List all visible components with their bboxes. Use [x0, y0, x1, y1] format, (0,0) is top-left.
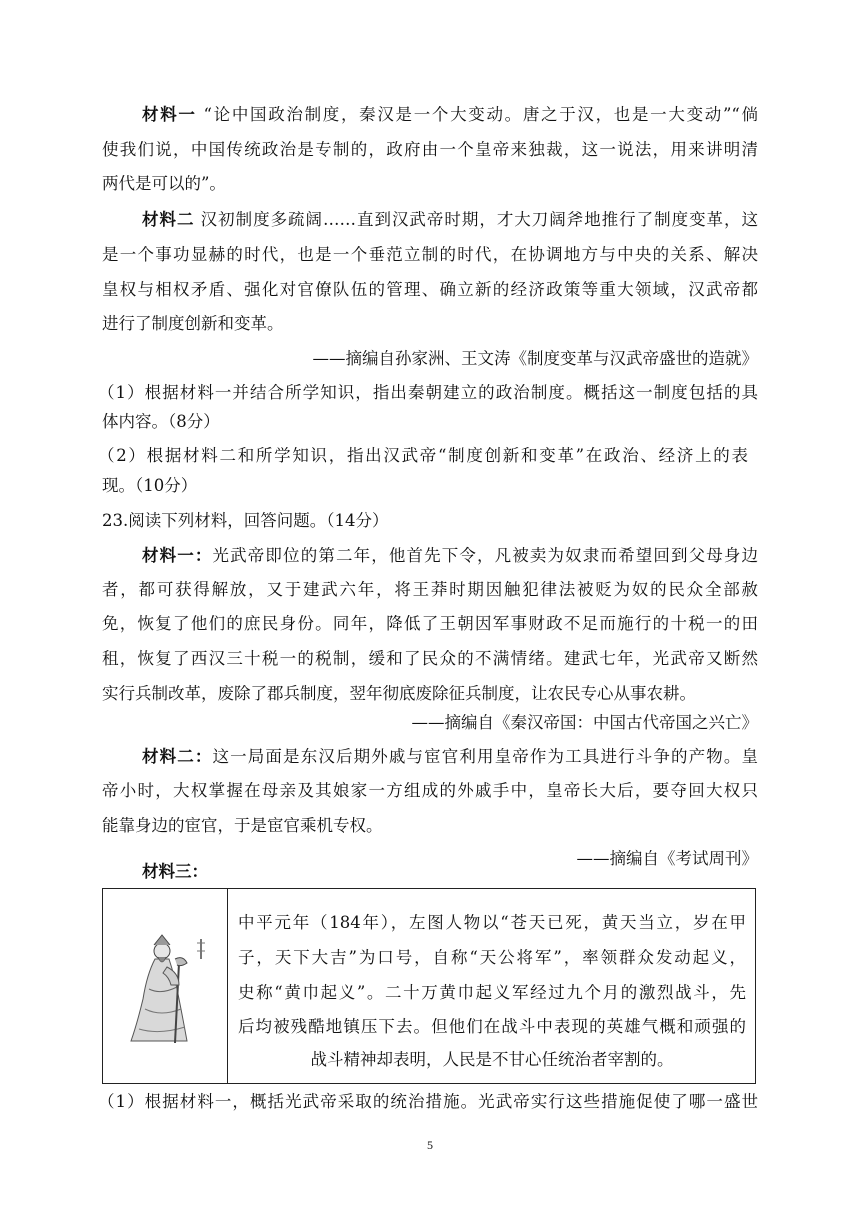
material-2-line-1: 材料二 汉初制度多疏阔……直到汉武帝时期，才大刀阔斧地推行了制度变革，这 [142, 210, 758, 229]
material-2-line-2: 是一个事功显赫的时代，也是一个垂范立制的时代，在协调地方与中央的关系、解决 [102, 245, 758, 264]
material-2-label: 材料二 [142, 210, 195, 229]
material-1-line-3: 两代是可以的”。 [102, 174, 226, 193]
material-1-line-1: 材料一 “论中国政治制度，秦汉是一个大变动。唐之于汉，也是一大变动”“倘 [142, 105, 758, 124]
question-22-1-line-1: （1）根据材料一并结合所学知识，指出秦朝建立的政治制度。概括这一制度包括的具 [98, 383, 758, 402]
question-22-2-line-1: （2）根据材料二和所学知识，指出汉武帝“制度创新和变革”在政治、经济上的表 [98, 446, 748, 465]
question-22-1-line-2: 体内容。（8分） [102, 412, 220, 431]
material-3-line-2: 子，天下大吉”为口号，自称“天公将军”，率领群众发动起义， [238, 948, 746, 967]
material-1-line-2: 使我们说，中国传统政治是专制的，政府由一个皇帝来独裁，这一说法，用来讲明清 [102, 140, 758, 159]
material-3-line-1: 中平元年（184年），左图人物以“苍天已死，黄天当立，岁在甲 [238, 913, 746, 932]
zhang-jiao-portrait-image [117, 929, 213, 1047]
q23-material-2-line-1: 材料二：这一局面是东汉后期外戚与宦官利用皇帝作为工具进行斗争的产物。皇 [142, 747, 758, 766]
q23-material-1-source: ——摘编自《秦汉帝国：中国古代帝国之兴亡》 [411, 713, 758, 732]
q23-material-1-line-4: 租，恢复了西汉三十税一的税制，缓和了民众的不满情绪。建武七年，光武帝又断然 [102, 649, 758, 668]
page-number: 5 [427, 1138, 433, 1152]
question-22-2-line-2: 现。（10分） [102, 476, 198, 495]
question-23-1: （1）根据材料一，概括光武帝采取的统治措施。光武帝实行这些措施促使了哪一盛世 [98, 1092, 758, 1111]
q23-material-2-source: ——摘编自《考试周刊》 [576, 849, 758, 868]
material-3-line-3: 史称“黄巾起义”。二十万黄巾起义军经过九个月的激烈战斗，先 [238, 983, 746, 1002]
q23-material-1-line-2: 者，都可获得解放，又于建武六年，将王莽时期因触犯律法被贬为奴的民众全部赦 [102, 580, 758, 599]
material-3-line-5: 战斗精神却表明，人民是不甘心任统治者宰割的。 [310, 1050, 674, 1069]
q23-material-3-label: 材料三： [142, 862, 208, 881]
q23-material-1-line-5: 实行兵制改革，废除了郡兵制度，翌年彻底废除征兵制度，让农民专心从事农耕。 [102, 684, 696, 703]
material-3-line-4: 后均被残酷地镇压下去。但他们在战斗中表现的英雄气概和顽强的 [238, 1017, 746, 1036]
q23-material-2-line-2: 帝小时，大权掌握在母亲及其娘家一方组成的外戚手中，皇帝长大后，要夺回大权只 [102, 781, 758, 800]
q23-material-1-label: 材料一： [142, 546, 213, 565]
material-2-source: ——摘编自孙家洲、王文涛《制度变革与汉武帝盛世的造就》 [312, 349, 758, 368]
material-1-label: 材料一 [142, 105, 197, 124]
material-3-table [102, 888, 756, 1084]
material-2-line-4: 进行了制度创新和变革。 [102, 314, 284, 333]
q23-material-2-line-3: 能靠身边的宦官，于是宦官乘机专权。 [102, 816, 383, 835]
q23-material-1-line-3: 免，恢复了他们的庶民身份。同年，降低了王朝因军事财政不足而施行的十税一的田 [102, 614, 758, 633]
question-23-title: 23.阅读下列材料，回答问题。（14分） [102, 511, 389, 530]
material-2-line-3: 皇权与相权矛盾、强化对官僚队伍的管理、确立新的经济政策等重大领域，汉武帝都 [102, 280, 758, 299]
q23-material-2-label: 材料二： [142, 747, 213, 766]
table-divider [227, 889, 228, 1083]
q23-material-1-line-1: 材料一：光武帝即位的第二年，他首先下令，凡被卖为奴隶而希望回到父母身边 [142, 546, 758, 565]
